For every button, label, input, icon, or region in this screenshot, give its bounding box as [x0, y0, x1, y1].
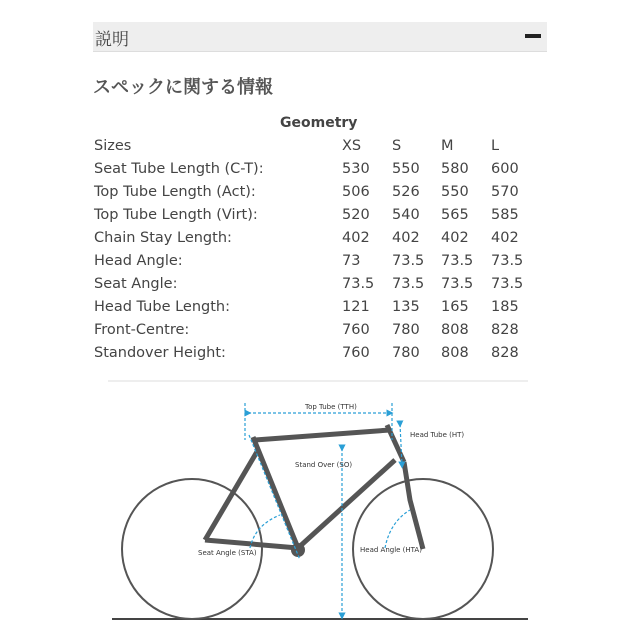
row-label: Sizes [94, 138, 132, 154]
row-value: 520 [342, 207, 370, 223]
row-value: 402 [441, 230, 469, 246]
row-value: 565 [441, 207, 469, 223]
minus-icon[interactable] [525, 34, 541, 38]
row-value: 402 [342, 230, 370, 246]
head-tube-label: Head Tube (HT) [410, 431, 465, 439]
spec-section-title: スペックに関する情報 [93, 77, 273, 98]
row-value: 828 [491, 322, 519, 338]
row-value: 760 [342, 322, 370, 338]
row-value: 73 [342, 253, 361, 269]
dimension-lines [245, 403, 410, 616]
row-label: Head Angle: [94, 253, 183, 269]
row-label: Top Tube Length (Virt): [94, 207, 258, 223]
row-value: 550 [392, 161, 420, 177]
row-value: 526 [392, 184, 420, 200]
head-angle-label: Head Angle (HTA) [360, 546, 422, 554]
row-value: 780 [392, 345, 420, 361]
row-value: 760 [342, 345, 370, 361]
row-value: 808 [441, 322, 469, 338]
row-value: XS [342, 138, 362, 154]
row-value: 550 [441, 184, 469, 200]
row-label: Standover Height: [94, 345, 226, 361]
row-value: 73.5 [441, 276, 474, 292]
row-value: 540 [392, 207, 420, 223]
row-value: 73.5 [392, 253, 425, 269]
row-value: 570 [491, 184, 519, 200]
row-value: 828 [491, 345, 519, 361]
row-value: 780 [392, 322, 420, 338]
row-value: M [441, 138, 454, 154]
row-label: Head Tube Length: [94, 299, 231, 315]
description-header[interactable] [93, 22, 547, 52]
geometry-title: Geometry [280, 115, 358, 131]
row-value: 73.5 [491, 276, 524, 292]
row-value: 402 [491, 230, 519, 246]
front-wheel [353, 479, 493, 619]
stand-over-label: Stand Over (SO) [295, 461, 353, 469]
row-value: 73.5 [392, 276, 425, 292]
row-label: Front-Centre: [94, 322, 190, 338]
row-value: 185 [491, 299, 519, 315]
row-value: 121 [342, 299, 370, 315]
divider [108, 380, 528, 382]
row-value: L [491, 138, 500, 154]
row-value: 73.5 [342, 276, 375, 292]
top-tube-label: Top Tube (TTH) [305, 403, 357, 411]
row-value: 808 [441, 345, 469, 361]
row-value: S [392, 138, 402, 154]
row-value: 600 [491, 161, 519, 177]
row-label: Chain Stay Length: [94, 230, 232, 246]
description-title: 説明 [95, 30, 129, 50]
row-label: Seat Tube Length (C-T): [94, 161, 264, 177]
row-value: 73.5 [441, 253, 474, 269]
row-value: 165 [441, 299, 469, 315]
rear-wheel [122, 479, 262, 619]
row-value: 580 [441, 161, 469, 177]
fork [387, 425, 423, 549]
row-label: Seat Angle: [94, 276, 178, 292]
row-value: 530 [342, 161, 370, 177]
bottom-bracket [291, 543, 305, 557]
row-value: 135 [392, 299, 420, 315]
bike-frame [205, 430, 395, 548]
row-value: 585 [491, 207, 519, 223]
row-value: 73.5 [491, 253, 524, 269]
row-value: 506 [342, 184, 370, 200]
seat-angle-label: Seat Angle (STA) [198, 549, 257, 557]
row-label: Top Tube Length (Act): [94, 184, 256, 200]
row-value: 402 [392, 230, 420, 246]
